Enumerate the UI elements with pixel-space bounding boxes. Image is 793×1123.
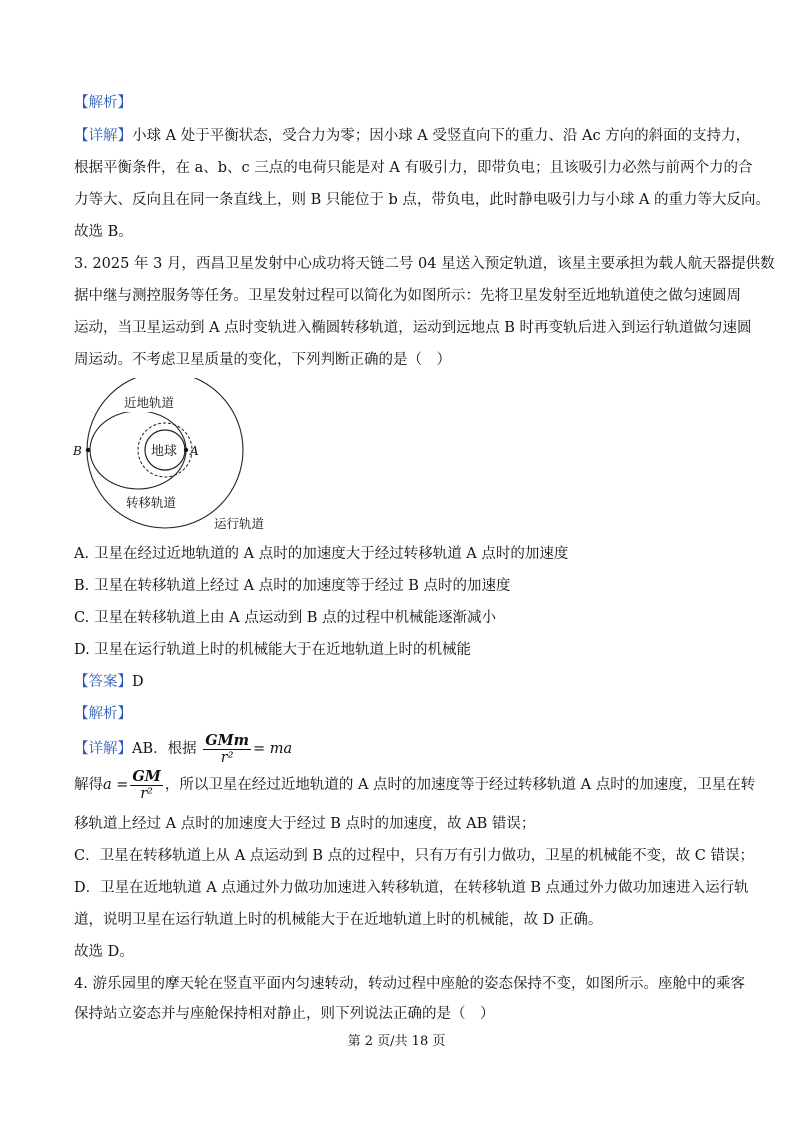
- point-b-label: B: [73, 444, 82, 458]
- earth-label: 地球: [151, 444, 178, 459]
- question-3-stem: 周运动。不考虑卫星质量的变化，下列判断正确的是（ ）: [74, 352, 451, 368]
- option-b: B. 卫星在转移轨道上经过 A 点时的加速度等于经过 B 点时的加速度: [74, 578, 511, 594]
- detail-paragraph-line: 道，说明卫星在运行轨道上时的机械能大于在近地轨道上时的机械能，故 D 正确。: [74, 912, 603, 928]
- detail-tag: 【详解】: [74, 741, 132, 757]
- detail-equation-line: 解得a = $\frac{GM}{\text{r²}}$ ，所以卫星在经过近地轨道的 A 点时的加速度等于经过转移轨道 A 点时的加速度，卫星在转: [74, 767, 756, 802]
- near-orbit-label: 近地轨道: [124, 395, 175, 410]
- analysis-tag: 【解析】: [74, 95, 132, 111]
- fraction-gm-r2: $\frac{GM}{\text{r²}}$: [132, 767, 161, 802]
- question-4-stem: 4. 游乐园里的摩天轮在竖直平面内匀速转动，转动过程中座舱的姿态保持不变，如图所示。座舱中的乘客: [74, 976, 745, 992]
- question-3-stem: 3. 2025 年 3 月，西昌卫星发射中心成功将天链二号 04 星送入预定轨道，该星主要承担为载人航天器提供数: [74, 256, 775, 272]
- option-d: D. 卫星在运行轨道上时的机械能大于在近地轨道上时的机械能: [74, 642, 471, 658]
- detail-equation-line: 【详解】AB．根据 $\frac{\text{GMm}}{\text{r²}}$ = ma: [74, 731, 293, 766]
- point-a-label: A: [190, 444, 199, 458]
- answer-line: [74, 672, 144, 692]
- detail-paragraph-line: 【详解】小球 A 处于平衡状态，受合力为零；因小球 A 受竖直向下的重力、沿 Ac 方向的斜面的支持力，: [74, 128, 751, 144]
- point-a-dot: [184, 448, 188, 452]
- page-footer: 第 2 页/共 18 页: [347, 1034, 446, 1049]
- option-a: A. 卫星在经过近地轨道的 A 点时的加速度大于经过转移轨道 A 点时的加速度: [74, 546, 569, 562]
- answer-value: D: [132, 674, 144, 690]
- question-3-stem: 运动，当卫星运动到 A 点时变轨进入椭圆转移轨道，运动到远地点 B 时再变轨后进入到运行轨道做匀速圆: [74, 320, 752, 336]
- answer-tag: 【答案】: [74, 674, 132, 690]
- transfer-orbit-label: 转移轨道: [126, 495, 177, 510]
- fraction-gmm-r2: $\frac{\text{GMm}}{\text{r²}}$: [205, 731, 250, 766]
- point-b-dot: [86, 448, 90, 452]
- detail-paragraph-line: 移轨道上经过 A 点时的加速度大于经过 B 点时的加速度，故 AB 错误；: [74, 816, 536, 832]
- detail-paragraph-line: 根据平衡条件，在 a、b、c 三点的电荷只能是对 A 有吸引力，即带负电；且该吸引力必然与前两个力的合: [74, 160, 753, 176]
- question-3-stem: 据中继与测控服务等任务。卫星发射过程可以简化为如图所示：先将卫星发射至近地轨道使之做匀速圆周: [74, 288, 741, 304]
- orbit-diagram: [66, 378, 296, 538]
- option-c: C. 卫星在转移轨道上由 A 点运动到 B 点的过程中机械能逐渐减小: [74, 610, 497, 626]
- question-4-stem: 保持站立姿态并与座舱保持相对静止，则下列说法正确的是（ ）: [74, 1006, 495, 1022]
- analysis-tag: 【解析】: [74, 706, 132, 722]
- run-orbit-label: 运行轨道: [214, 516, 265, 531]
- detail-paragraph-line: 力等大、反向且在同一条直线上，则 B 只能位于 b 点，带负电，此时静电吸引力与小球 A 的重力等大反向。: [74, 192, 771, 208]
- conclusion-line: 故选 B。: [74, 224, 133, 240]
- detail-tag: 【详解】: [74, 128, 132, 144]
- detail-paragraph-line: C．卫星在转移轨道上从 A 点运动到 B 点的过程中，只有万有引力做功，卫星的机械能不变，故 C 错误；: [74, 848, 754, 864]
- detail-paragraph-line: D．卫星在近地轨道 A 点通过外力做功加速进入转移轨道，在转移轨道 B 点通过外力做功加速进入运行轨: [74, 880, 749, 896]
- conclusion-line: 故选 D。: [74, 944, 134, 960]
